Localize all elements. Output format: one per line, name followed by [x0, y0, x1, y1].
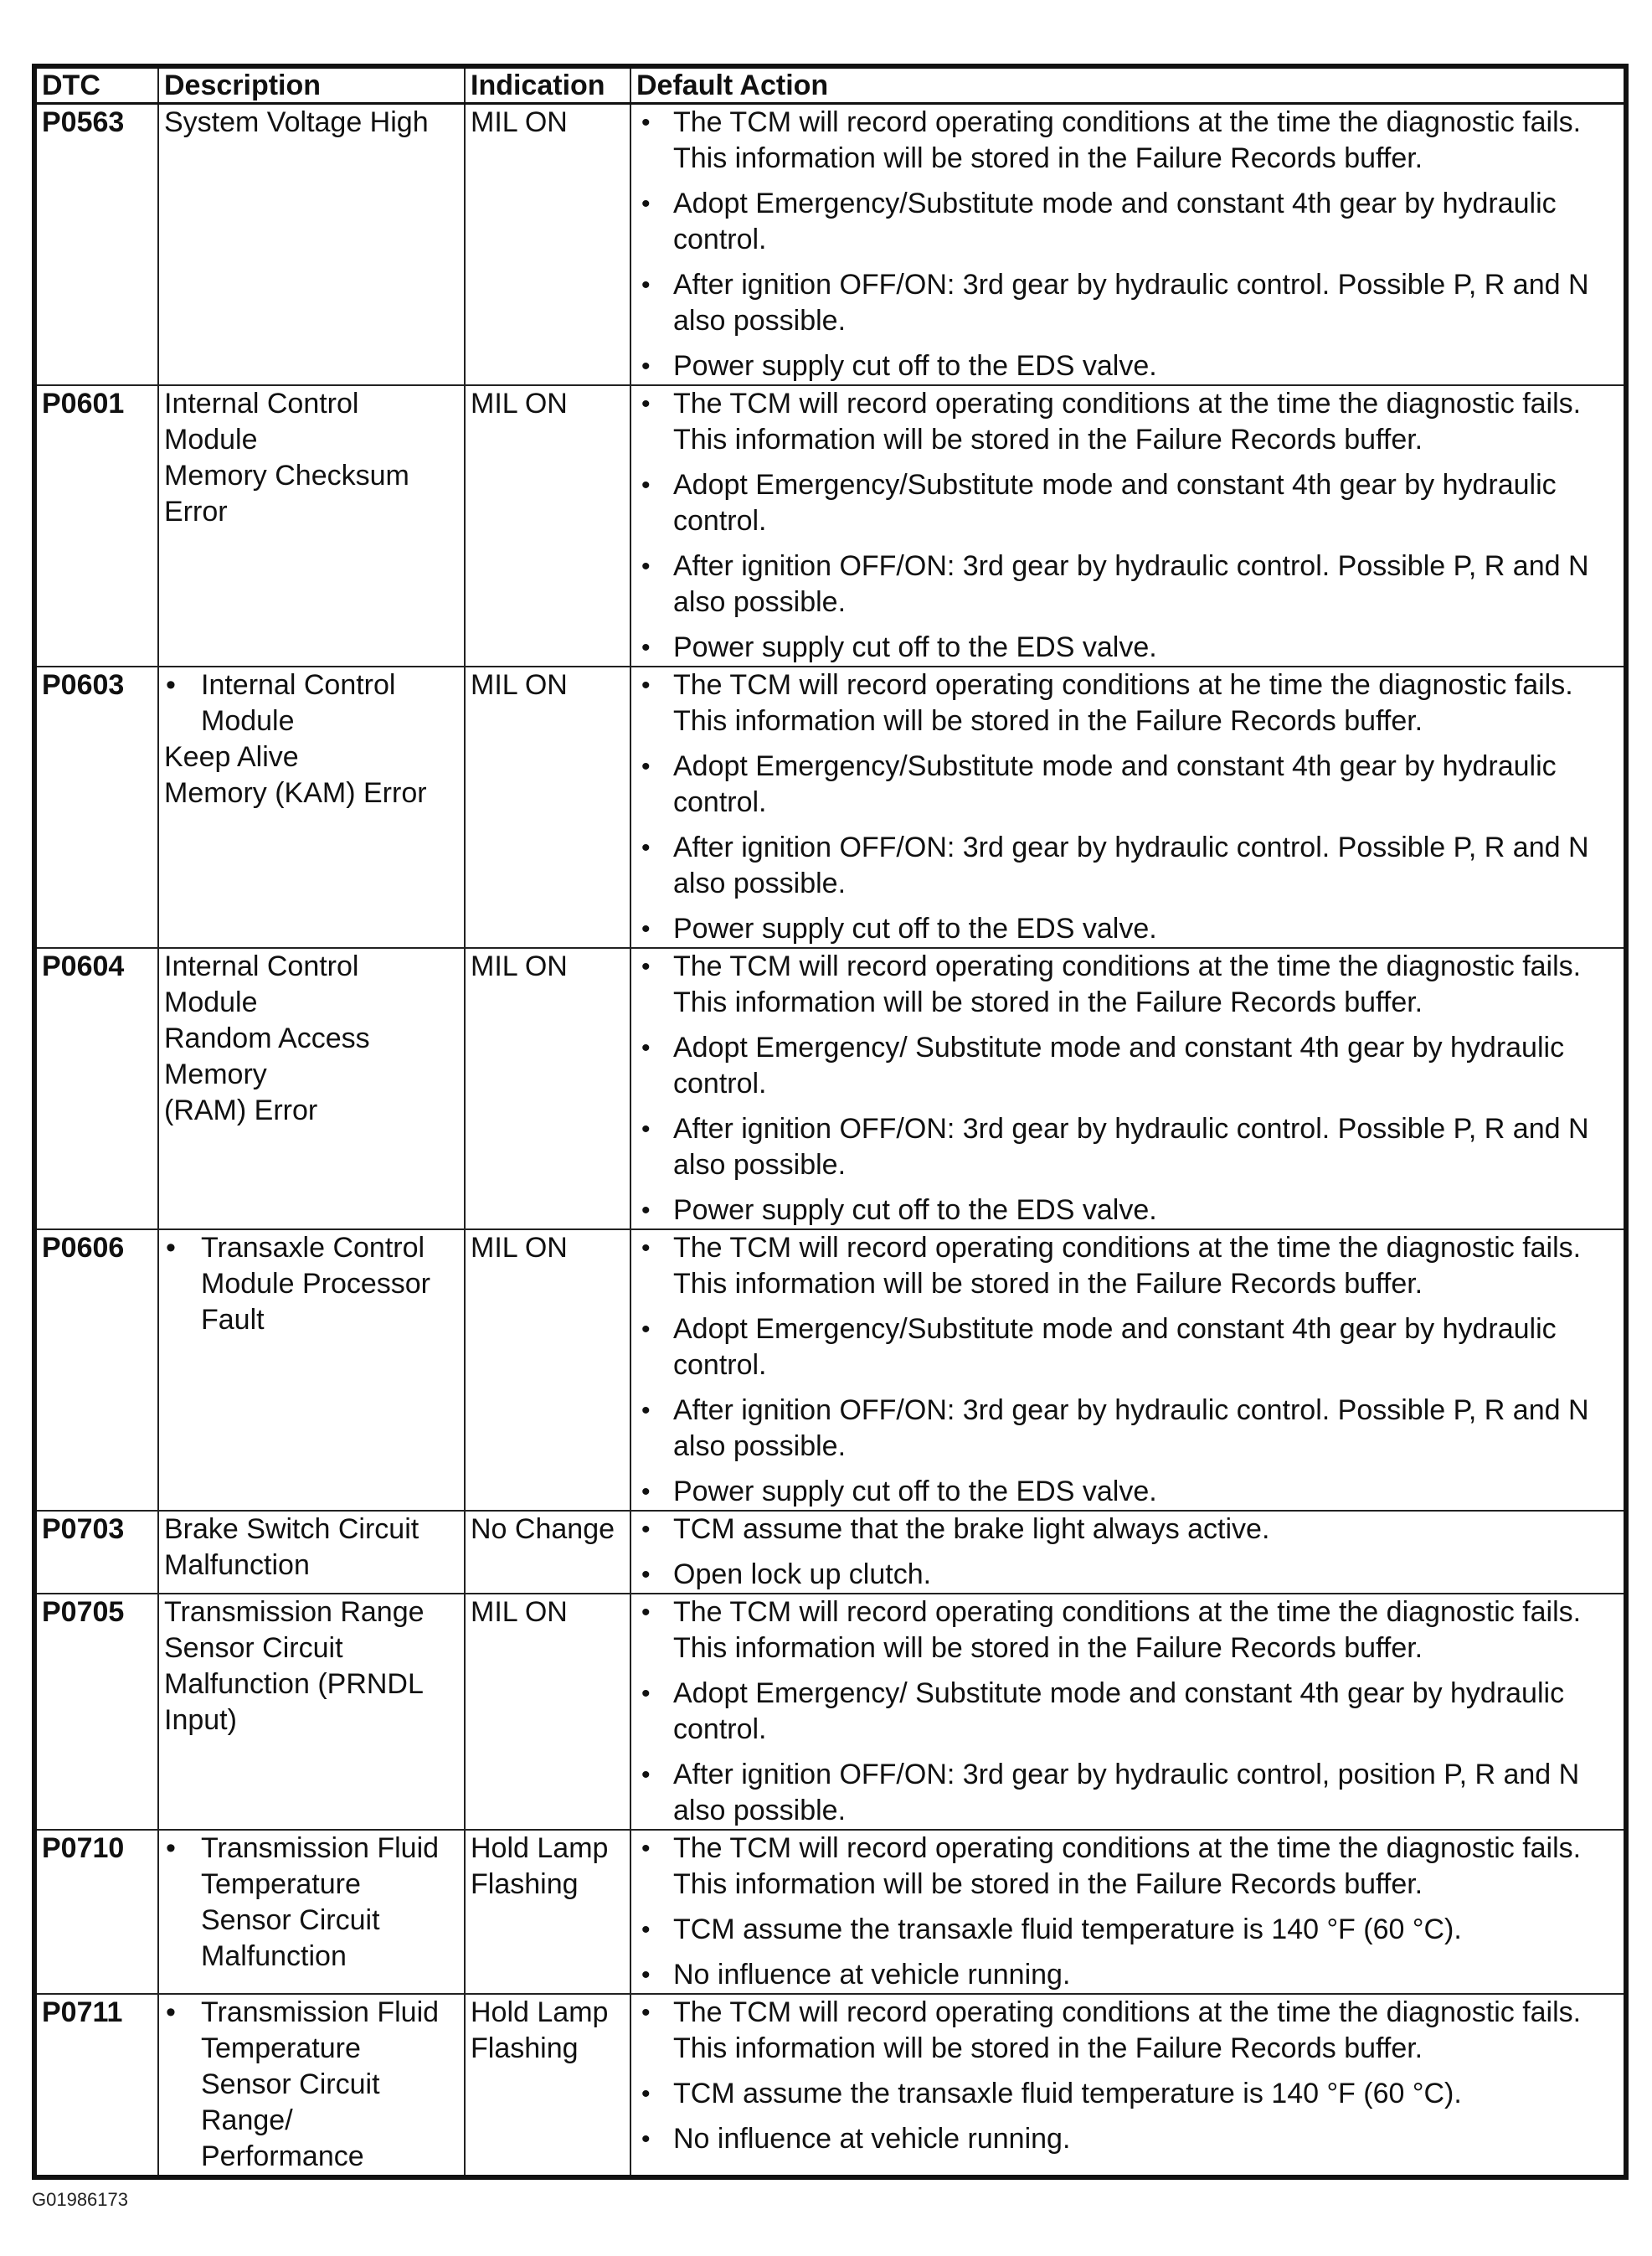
indication-cell: [465, 385, 630, 667]
action-item: [636, 1757, 1619, 1829]
action-text: After ignition OFF/ON: 3rd gear by hydraulic control. Possible P, R and N also possible.: [673, 269, 1589, 337]
action-item: [636, 911, 1619, 947]
action-list: [636, 1995, 1619, 2157]
description-cell: [158, 385, 465, 667]
column-header-indication: Indication: [465, 66, 630, 104]
description-line: Range/: [201, 2104, 293, 2136]
action-item: [636, 1230, 1619, 1302]
bullet-icon: •: [641, 1478, 651, 1506]
indication-cell: [465, 1229, 630, 1511]
action-text: The TCM will record operating conditions at the time the diagnostic fails. This information will be stored in the Failure Records buffer.: [673, 1232, 1582, 1300]
table-row: [34, 667, 1626, 948]
bullet-icon: •: [641, 672, 651, 699]
dtc-code: P0601: [34, 385, 158, 667]
bullet-icon: •: [641, 1234, 651, 1262]
action-text: Adopt Emergency/ Substitute mode and constant 4th gear by hydraulic control.: [673, 1032, 1565, 1100]
default-action-cell: [630, 1594, 1626, 1830]
table-row: [34, 385, 1626, 667]
bullet-icon: •: [641, 1516, 651, 1543]
description-cell: [158, 1830, 465, 1994]
description-line: Error: [164, 496, 228, 528]
action-item: [636, 1912, 1619, 1948]
bullet-icon: •: [641, 1115, 651, 1143]
action-item: [636, 1957, 1619, 1993]
action-list: [636, 667, 1619, 947]
action-text: After ignition OFF/ON: 3rd gear by hydraulic control. Possible P, R and N also possible.: [673, 832, 1589, 899]
indication-line: Flashing: [471, 2032, 579, 2064]
bullet-icon: •: [641, 753, 651, 780]
action-item: [636, 749, 1619, 821]
indication-line: MIL ON: [471, 388, 568, 420]
dtc-code: P0711: [34, 1994, 158, 2177]
action-text: Adopt Emergency/Substitute mode and constant 4th gear by hydraulic control.: [673, 750, 1557, 818]
description-line: Module: [164, 424, 258, 456]
action-list: [636, 1594, 1619, 1829]
description-line: Transaxle Control: [201, 1232, 425, 1264]
description-line: Transmission Fluid: [201, 1996, 440, 2028]
description-line: Module: [164, 986, 258, 1018]
action-item: [636, 1995, 1619, 2067]
indication-cell: [465, 1594, 630, 1830]
description-line: Temperature: [201, 2032, 361, 2064]
action-item: [636, 105, 1619, 177]
description-line: Malfunction (PRNDL: [164, 1668, 424, 1700]
table-body: [34, 104, 1626, 2178]
action-text: The TCM will record operating conditions at the time the diagnostic fails. This information will be stored in the Failure Records buffer.: [673, 388, 1582, 456]
action-item: [636, 1512, 1619, 1548]
indication-cell: [465, 667, 630, 948]
action-item: [636, 2121, 1619, 2157]
description-line: Performance: [201, 2140, 364, 2172]
description-cell: [158, 104, 465, 386]
bullet-icon: •: [641, 1397, 651, 1424]
bullet-icon: •: [166, 1832, 176, 1864]
action-item: [636, 1474, 1619, 1510]
indication-line: Hold Lamp: [471, 1996, 609, 2028]
default-action-cell: [630, 667, 1626, 948]
indication-line: MIL ON: [471, 669, 568, 701]
dtc-code: P0603: [34, 667, 158, 948]
dtc-code: P0705: [34, 1594, 158, 1830]
description-line: Sensor Circuit: [201, 2068, 380, 2100]
bullet-icon: •: [641, 2125, 651, 2153]
action-list: [636, 1512, 1619, 1593]
indication-line: Hold Lamp: [471, 1832, 609, 1864]
description-line: Memory Checksum: [164, 460, 409, 492]
action-list: [636, 1230, 1619, 1510]
description-line: System Voltage High: [164, 106, 429, 138]
bullet-icon: •: [641, 390, 651, 418]
bullet-icon: •: [641, 2080, 651, 2108]
action-text: Adopt Emergency/Substitute mode and constant 4th gear by hydraulic control.: [673, 469, 1557, 537]
bullet-icon: •: [641, 953, 651, 981]
description-cell: [158, 1994, 465, 2177]
bullet-icon: •: [641, 353, 651, 380]
table-row: [34, 1994, 1626, 2177]
action-text: The TCM will record operating conditions at the time the diagnostic fails. This information will be stored in the Failure Records buffer.: [673, 1832, 1582, 1900]
description-line: Malfunction: [201, 1940, 347, 1972]
indication-line: MIL ON: [471, 1596, 568, 1628]
action-text: The TCM will record operating conditions at the time the diagnostic fails. This information will be stored in the Failure Records buffer.: [673, 1596, 1582, 1664]
default-action-cell: [630, 104, 1626, 386]
bullet-icon: •: [641, 471, 651, 499]
bullet-icon: •: [166, 1232, 176, 1264]
bullet-icon: •: [641, 271, 651, 299]
description-line: Module: [201, 705, 295, 737]
action-text: TCM assume that the brake light always active.: [673, 1513, 1270, 1545]
table-row: [34, 948, 1626, 1229]
dtc-code: P0604: [34, 948, 158, 1229]
description-cell: [158, 1511, 465, 1594]
bullet-icon: •: [641, 1961, 651, 1989]
description-line: Sensor Circuit: [164, 1632, 343, 1664]
action-text: No influence at vehicle running.: [673, 2123, 1071, 2155]
action-text: Power supply cut off to the EDS valve.: [673, 913, 1157, 945]
description-line: Fault: [201, 1304, 265, 1336]
bullet-icon: •: [166, 669, 176, 701]
bullet-icon: •: [641, 1197, 651, 1224]
figure-code: G01986173: [32, 2189, 128, 2210]
table-row: [34, 1594, 1626, 1830]
default-action-cell: [630, 948, 1626, 1229]
action-item: [636, 1111, 1619, 1183]
description-line: Internal Control: [164, 950, 359, 982]
default-action-cell: [630, 1994, 1626, 2177]
dtc-code: P0703: [34, 1511, 158, 1594]
action-item: [636, 1594, 1619, 1666]
description-line: Brake Switch Circuit: [164, 1513, 419, 1545]
action-item: [636, 667, 1619, 739]
action-item: [636, 386, 1619, 458]
description-line: Memory (KAM) Error: [164, 777, 427, 809]
action-text: Power supply cut off to the EDS valve.: [673, 1194, 1157, 1226]
table-row: [34, 1229, 1626, 1511]
action-text: After ignition OFF/ON: 3rd gear by hydraulic control, position P, R and N also possible.: [673, 1759, 1580, 1826]
bullet-icon: •: [166, 1996, 176, 2028]
action-item: [636, 1831, 1619, 1903]
bullet-icon: •: [641, 1916, 651, 1944]
bullet-icon: •: [641, 1680, 651, 1707]
indication-cell: [465, 1994, 630, 2177]
action-list: [636, 105, 1619, 384]
description-cell: [158, 1229, 465, 1511]
action-item: [636, 549, 1619, 621]
description-line: Random Access: [164, 1022, 370, 1054]
description-line: Input): [164, 1704, 237, 1736]
action-text: No influence at vehicle running.: [673, 1959, 1071, 1991]
action-item: [636, 630, 1619, 666]
bullet-icon: •: [641, 1034, 651, 1062]
action-text: After ignition OFF/ON: 3rd gear by hydraulic control. Possible P, R and N also possible.: [673, 550, 1589, 618]
indication-line: MIL ON: [471, 1232, 568, 1264]
action-item: [636, 1393, 1619, 1465]
action-item: [636, 2076, 1619, 2112]
dtc-code: P0563: [34, 104, 158, 386]
action-text: Adopt Emergency/Substitute mode and constant 4th gear by hydraulic control.: [673, 188, 1557, 255]
description-line: Sensor Circuit: [201, 1904, 380, 1936]
column-header-default-action: Default Action: [630, 66, 1626, 104]
bullet-icon: •: [641, 634, 651, 662]
default-action-cell: [630, 1229, 1626, 1511]
description-line: Module Processor: [201, 1268, 431, 1300]
description-line: Memory: [164, 1058, 267, 1090]
bullet-icon: •: [641, 834, 651, 862]
default-action-cell: [630, 385, 1626, 667]
action-text: The TCM will record operating conditions at the time the diagnostic fails. This information will be stored in the Failure Records buffer.: [673, 950, 1582, 1018]
dtc-table: [32, 64, 1629, 2180]
description-line: Keep Alive: [164, 741, 299, 773]
action-item: [636, 186, 1619, 258]
action-item: [636, 1192, 1619, 1228]
table-row: [34, 1511, 1626, 1594]
action-item: [636, 1557, 1619, 1593]
dtc-code: P0710: [34, 1830, 158, 1994]
description-line: Transmission Range: [164, 1596, 425, 1628]
bullet-icon: •: [641, 1761, 651, 1789]
action-text: Adopt Emergency/ Substitute mode and constant 4th gear by hydraulic control.: [673, 1677, 1565, 1745]
action-list: [636, 1831, 1619, 1993]
dtc-code: P0606: [34, 1229, 158, 1511]
table-row: [34, 1830, 1626, 1994]
bullet-icon: •: [641, 553, 651, 580]
action-item: [636, 1311, 1619, 1383]
table-header-row: [34, 66, 1626, 104]
action-text: The TCM will record operating conditions at the time the diagnostic fails. This information will be stored in the Failure Records buffer.: [673, 106, 1582, 174]
action-list: [636, 386, 1619, 666]
indication-line: MIL ON: [471, 950, 568, 982]
action-item: [636, 348, 1619, 384]
indication-line: MIL ON: [471, 106, 568, 138]
description-line: (RAM) Error: [164, 1095, 318, 1126]
action-text: Open lock up clutch.: [673, 1558, 932, 1590]
action-item: [636, 830, 1619, 902]
action-text: Power supply cut off to the EDS valve.: [673, 1476, 1157, 1507]
action-item: [636, 1030, 1619, 1102]
action-text: Power supply cut off to the EDS valve.: [673, 350, 1157, 382]
action-item: [636, 267, 1619, 339]
default-action-cell: [630, 1511, 1626, 1594]
action-text: Adopt Emergency/Substitute mode and constant 4th gear by hydraulic control.: [673, 1313, 1557, 1381]
action-text: After ignition OFF/ON: 3rd gear by hydraulic control. Possible P, R and N also possible.: [673, 1394, 1589, 1462]
description-cell: [158, 948, 465, 1229]
column-header-description: Description: [158, 66, 465, 104]
indication-cell: [465, 948, 630, 1229]
indication-line: No Change: [471, 1513, 615, 1545]
indication-cell: [465, 1511, 630, 1594]
column-header-dtc: DTC: [34, 66, 158, 104]
action-list: [636, 949, 1619, 1228]
bullet-icon: •: [641, 109, 651, 136]
bullet-icon: •: [641, 915, 651, 943]
default-action-cell: [630, 1830, 1626, 1994]
indication-cell: [465, 104, 630, 386]
bullet-icon: •: [641, 1316, 651, 1343]
bullet-icon: •: [641, 1599, 651, 1626]
action-item: [636, 467, 1619, 539]
description-cell: [158, 1594, 465, 1830]
description-line: Malfunction: [164, 1549, 310, 1581]
action-item: [636, 1676, 1619, 1748]
description-line: Internal Control: [201, 669, 396, 701]
action-text: The TCM will record operating conditions at the time the diagnostic fails. This information will be stored in the Failure Records buffer.: [673, 1996, 1582, 2064]
action-text: Power supply cut off to the EDS valve.: [673, 631, 1157, 663]
action-item: [636, 949, 1619, 1021]
bullet-icon: •: [641, 1999, 651, 2027]
action-text: After ignition OFF/ON: 3rd gear by hydraulic control. Possible P, R and N also possible.: [673, 1113, 1589, 1181]
bullet-icon: •: [641, 1835, 651, 1862]
indication-cell: [465, 1830, 630, 1994]
description-line: Temperature: [201, 1868, 361, 1900]
bullet-icon: •: [641, 1561, 651, 1589]
action-text: TCM assume the transaxle fluid temperature is 140 °F (60 °C).: [673, 1913, 1462, 1945]
indication-line: Flashing: [471, 1868, 579, 1900]
action-text: TCM assume the transaxle fluid temperature is 140 °F (60 °C).: [673, 2078, 1462, 2109]
action-text: The TCM will record operating conditions at he time the diagnostic fails. This information will be stored in the Failure Records buffer.: [673, 669, 1573, 737]
bullet-icon: •: [641, 190, 651, 218]
table-row: [34, 104, 1626, 386]
description-cell: [158, 667, 465, 948]
description-line: Internal Control: [164, 388, 359, 420]
description-line: Transmission Fluid: [201, 1832, 440, 1864]
